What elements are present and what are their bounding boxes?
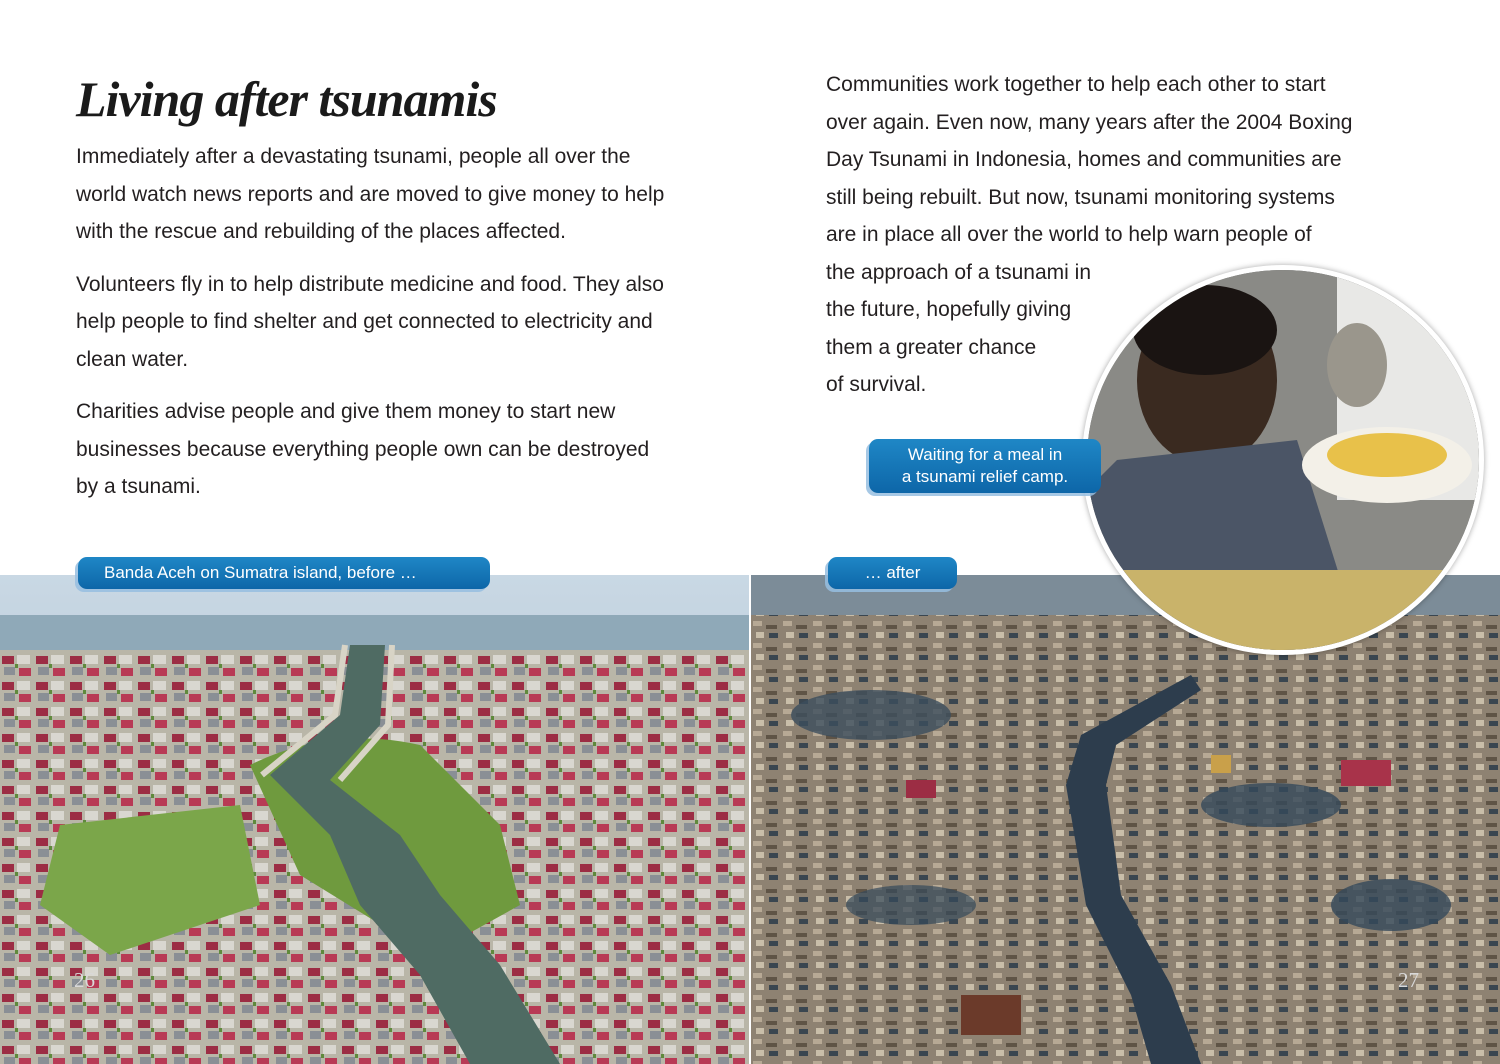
page-title: Living after tsunamis <box>76 71 497 127</box>
paragraph-volunteers: Volunteers fly in to help distribute medicine and food. They also help people to find shelter and get connected to electricity and clean water. <box>76 272 664 371</box>
left-text-column <box>76 138 676 521</box>
paragraph-aftermath: Immediately after a devastating tsunami, people all over the world watch news reports and are moved to give money to help with the rescue and rebuilding of the places affected. <box>76 145 665 243</box>
caption-camp-line-2: a tsunami relief camp. <box>901 467 1069 486</box>
text-line: are in place all over the world to help warn people of <box>826 223 1312 246</box>
page-number-left: 26 <box>74 968 95 992</box>
text-line: of survival. <box>826 373 927 396</box>
text-line: the future, hopefully giving <box>826 298 1072 321</box>
paragraph-charities: Charities advise people and give them money to start new businesses because everything people own can be destroyed by a tsunami. <box>76 400 650 498</box>
text-line: them a greater chance <box>826 335 1037 359</box>
text-line: Communities work together to help each other to start <box>826 73 1326 96</box>
text-line: Day Tsunami in Indonesia, homes and communities are <box>826 148 1342 171</box>
page-number-right: 27 <box>1398 968 1419 992</box>
caption-after: … after <box>828 557 957 589</box>
text-line: the approach of a tsunami in <box>826 260 1092 284</box>
relief-camp-photo <box>1082 265 1484 655</box>
text-line: still being rebuilt. But now, tsunami monitoring systems <box>826 185 1335 209</box>
text-line: over again. Even now, many years after the 2004 Boxing <box>826 110 1353 134</box>
after-aerial-photo <box>751 575 1500 1064</box>
caption-camp-line-1: Waiting for a meal in <box>907 445 1063 464</box>
caption-before: Banda Aceh on Sumatra island, before … <box>78 557 490 589</box>
caption-relief-camp <box>869 439 1101 493</box>
before-aerial-photo <box>0 575 749 1064</box>
